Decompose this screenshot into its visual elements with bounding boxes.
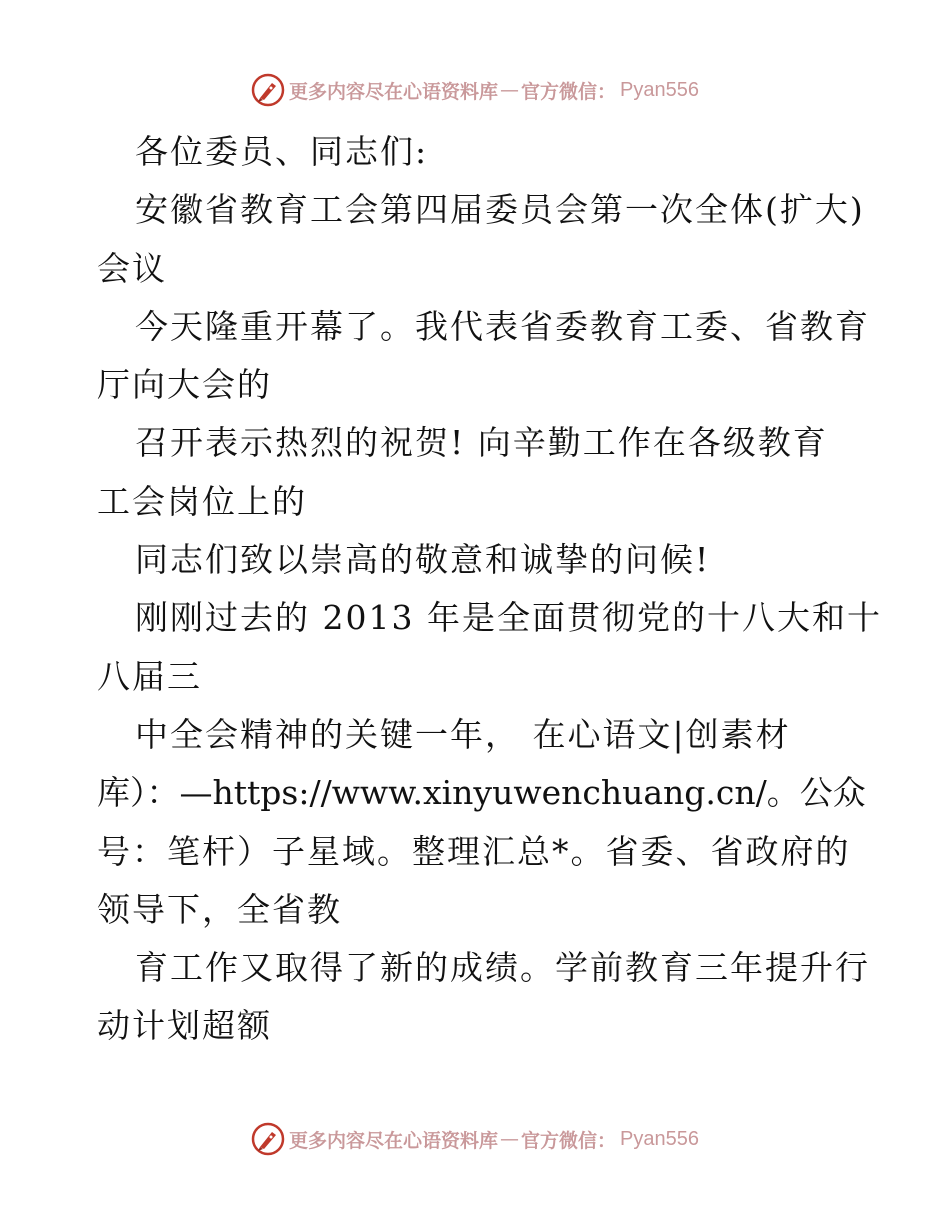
banner-brand-text: 更多内容尽在心语资料库 xyxy=(289,80,499,103)
doc-line: 动计划超额 xyxy=(97,1006,272,1046)
doc-line: 领导下，全省教 xyxy=(97,889,342,929)
footer-watermark-banner xyxy=(0,1119,950,1159)
pen-logo-icon xyxy=(251,1122,285,1156)
banner-dash: — xyxy=(500,1128,520,1150)
banner-wechat-id: Pyan556 xyxy=(620,1127,699,1150)
doc-line: 八届三 xyxy=(97,656,202,696)
doc-line: 安徽省教育工会第四届委员会第一次全体(扩大) xyxy=(135,190,865,230)
doc-line: 今天隆重开幕了。我代表省委教育工委、省教育 xyxy=(135,306,870,346)
doc-line: 刚刚过去的 2013 年是全面贯彻党的十八大和十 xyxy=(135,598,882,638)
doc-line: 中全会精神的关键一年， 在心语文|创素材 xyxy=(135,714,791,754)
header-watermark-banner xyxy=(0,70,950,110)
banner-brand-text: 更多内容尽在心语资料库 xyxy=(289,1129,499,1152)
document-body xyxy=(97,123,882,1056)
doc-line-salutation: 各位委员、同志们: xyxy=(135,132,429,171)
banner-wechat-label: 官方微信： xyxy=(521,80,617,103)
doc-line: 号：笔杆）子星域。整理汇总*。省委、省政府的 xyxy=(97,831,851,871)
doc-line: 育工作又取得了新的成绩。学前教育三年提升行 xyxy=(135,948,870,988)
banner-dash: — xyxy=(500,79,520,101)
doc-line: 同志们致以崇高的敬意和诚挚的问候! xyxy=(135,540,711,580)
doc-line: 厅向大会的 xyxy=(97,365,272,405)
banner-wechat-label: 官方微信： xyxy=(521,1129,617,1152)
doc-line-url: 库）：—https://www.xinyuwenchuang.cn/。公众 xyxy=(97,773,866,813)
doc-line: 工会岗位上的 xyxy=(97,481,307,521)
doc-line: 召开表示热烈的祝贺! 向辛勤工作在各级教育 xyxy=(135,423,828,463)
doc-line: 会议 xyxy=(97,248,167,288)
banner-wechat-id: Pyan556 xyxy=(620,78,699,101)
pen-logo-icon xyxy=(251,73,285,107)
